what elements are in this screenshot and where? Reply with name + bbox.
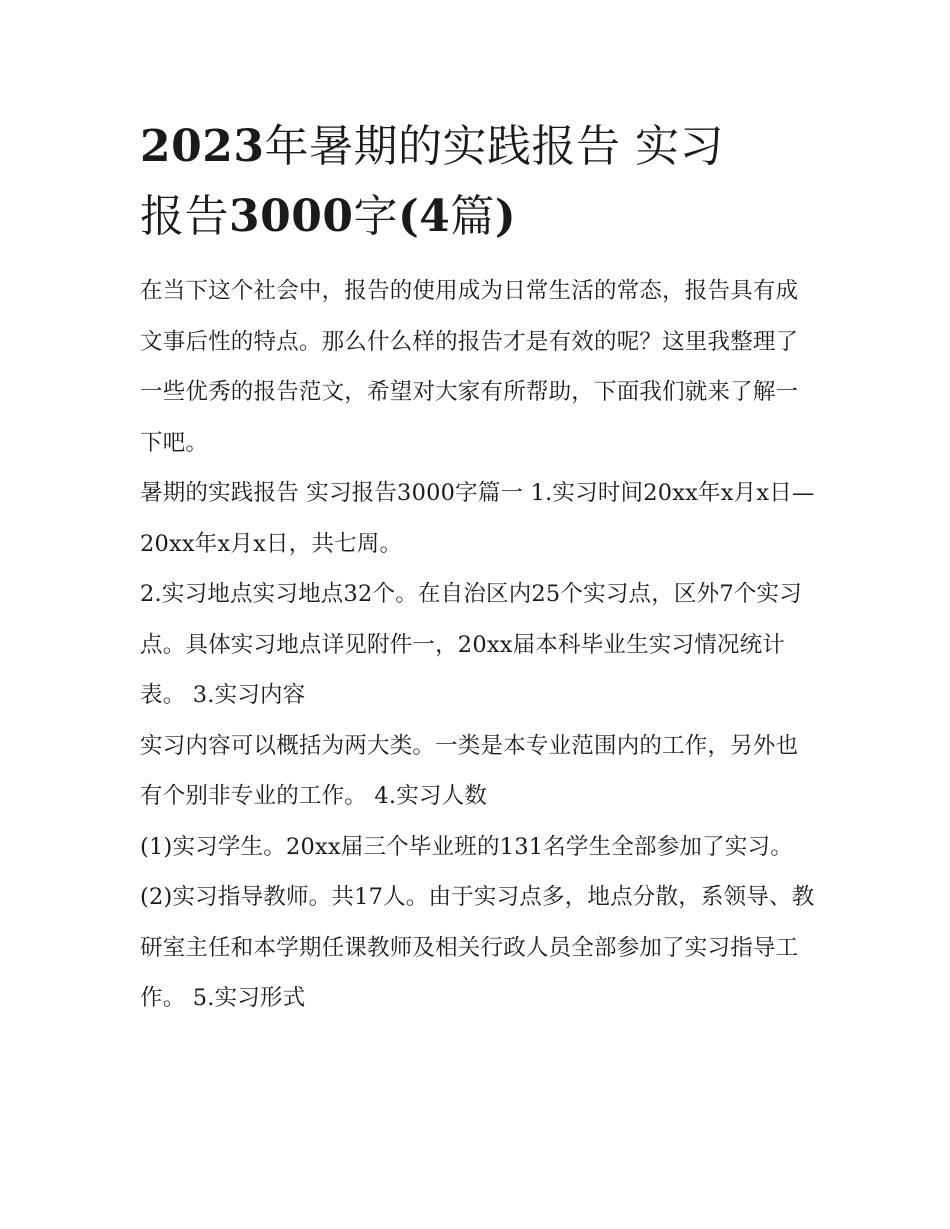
intro-paragraph: 在当下这个社会中，报告的使用成为日常生活的常态，报告具有成文事后性的特点。那么什么样的报告才是有效的呢？这里我整理了一些优秀的报告范文，希望对大家有所帮助，下面我们就来了解一下吧。 [140,278,799,456]
internship-location-paragraph: 2.实习地点实习地点32个。在自治区内25个实习点，区外7个实习点。具体实习地点详见附件一，20xx届本科毕业生实习情况统计表。 3.实习内容 [140,581,802,708]
internship-time-paragraph: 暑期的实践报告 实习报告3000字篇一 1.实习时间20xx年x月x日—20xx年x月x日，共七周。 [140,480,815,557]
internship-teachers-paragraph: (2)实习指导教师。共17人。由于实习点多，地点分散，系领导、教研室主任和本学期任课教师及相关行政人员全部参加了实习指导工作。 5.实习形式 [140,884,815,1011]
title-line-1: 2023年暑期的实践报告 实习 [140,121,724,172]
document-title [140,112,820,252]
internship-content-paragraph: 实习内容可以概括为两大类。一类是本专业范围内的工作，另外也有个别非专业的工作。 4.实习人数 [140,732,799,809]
internship-students-paragraph: (1)实习学生。20xx届三个毕业班的131名学生全部参加了实习。 [140,833,793,860]
title-line-2: 报告3000字(4篇) [140,191,517,242]
document-page [140,112,820,1024]
